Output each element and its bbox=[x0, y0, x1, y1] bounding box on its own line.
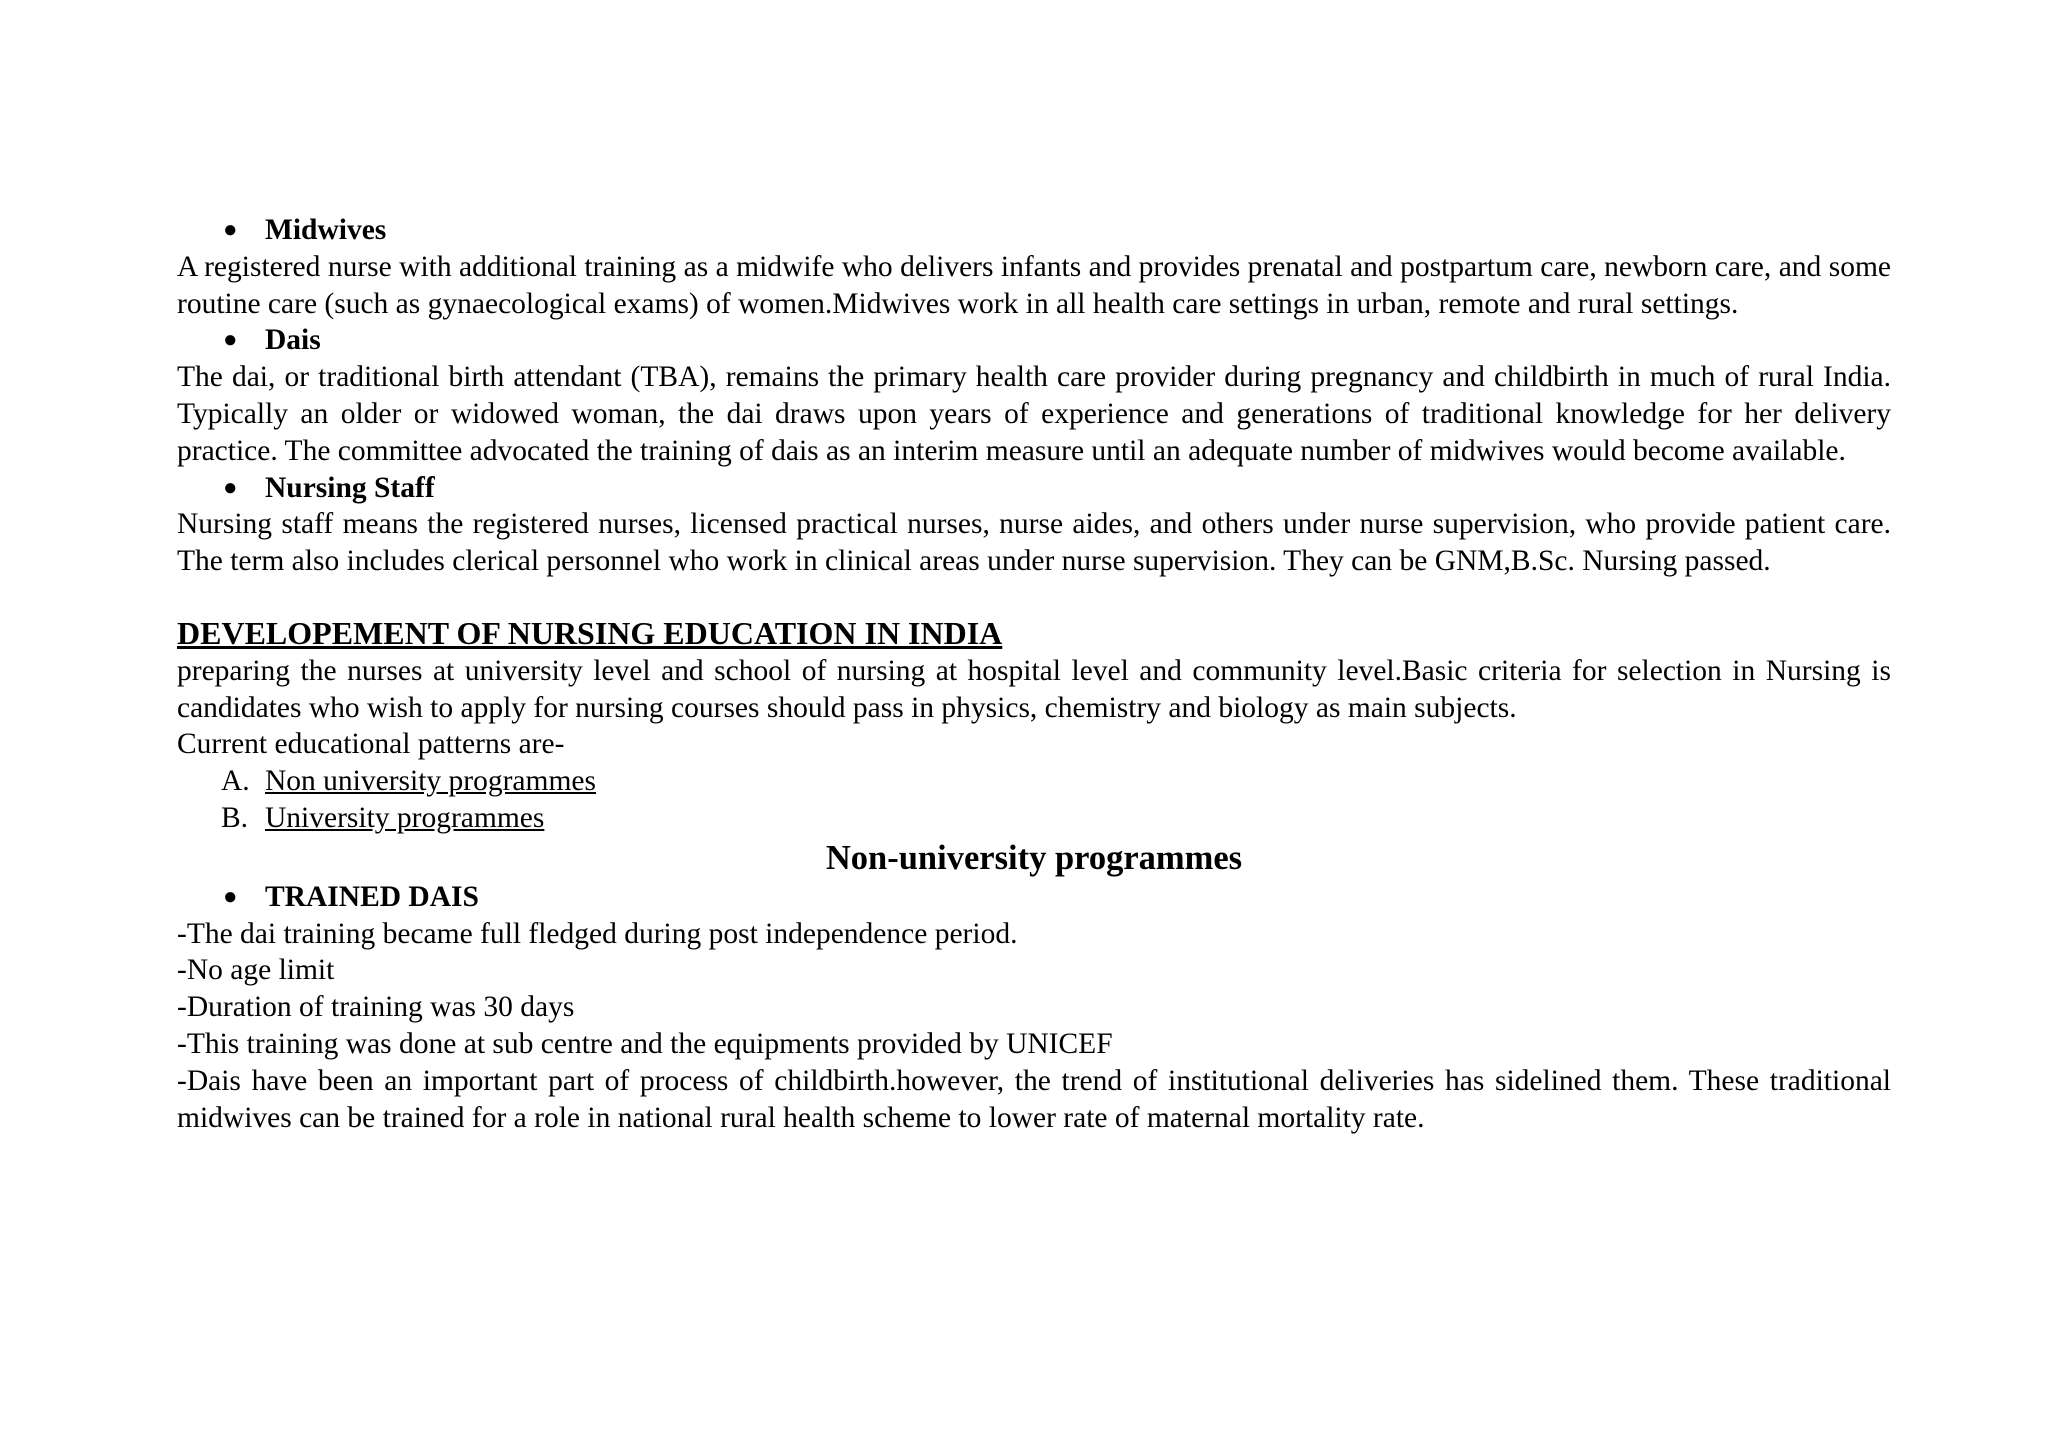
bullet-icon: ● bbox=[223, 327, 238, 354]
pattern-label: Non university programmes bbox=[265, 765, 596, 798]
bullet-icon: ● bbox=[223, 474, 238, 501]
midwives-paragraph: A registered nurse with additional training as a midwife who delivers infants and provides prenatal and postpartum care, newborn care, and some routine care (such as gynaecological exams) of women.Midwives work in all health care settings in urban, remote and rural settings. bbox=[177, 250, 1891, 320]
trained-dais-line: -Duration of training was 30 days bbox=[177, 991, 575, 1024]
bullet-midwives bbox=[177, 212, 1891, 249]
bullet-nursing-staff bbox=[177, 470, 1891, 507]
list-marker: B. bbox=[221, 801, 249, 834]
pattern-item-b bbox=[177, 800, 1891, 837]
nursing-staff-paragraph: Nursing staff means the registered nurses, licensed practical nurses, nurse aides, and others under nurse supervision, who provide patient care. The term also includes clerical personnel who work in clinical areas under nurse supervision. They can be GNM,B.Sc. Nursing passed. bbox=[177, 508, 1891, 578]
document-page bbox=[177, 212, 1891, 1136]
blank-line bbox=[177, 580, 1891, 617]
nursing-staff-title: Nursing Staff bbox=[265, 471, 435, 504]
trained-dais-line: -No age limit bbox=[177, 954, 335, 987]
bullet-icon: ● bbox=[223, 217, 238, 243]
bullet-icon: ● bbox=[223, 883, 238, 910]
patterns-intro: Current educational patterns are- bbox=[177, 728, 565, 761]
pattern-label: University programmes bbox=[265, 801, 545, 834]
midwives-title: Midwives bbox=[265, 214, 387, 246]
bullet-trained-dais bbox=[177, 879, 1891, 916]
dais-title: Dais bbox=[265, 324, 321, 357]
bullet-dais bbox=[177, 322, 1891, 359]
development-paragraph: preparing the nurses at university level and school of nursing at hospital level and community level.Basic criteria for selection in Nursing is candidates who wish to apply for nursing courses should pass in physics, chemistry and biology as main subjects. bbox=[177, 654, 1891, 724]
dais-paragraph: The dai, or traditional birth attendant (TBA), remains the primary health care provider during pregnancy and childbirth in much of rural India. Typically an older or widowed woman, the dai draws upon years of experience and generations of traditional knowledge for her delivery practice. The committee advocated the training of dais as an interim measure until an adequate number of midwives would become available. bbox=[177, 361, 1891, 467]
list-marker: A. bbox=[221, 765, 250, 798]
development-heading: DEVELOPEMENT OF NURSING EDUCATION IN INDIA bbox=[177, 614, 1003, 651]
trained-dais-title: TRAINED DAIS bbox=[265, 880, 479, 913]
non-university-heading: Non-university programmes bbox=[825, 838, 1243, 877]
trained-dais-closing: -Dais have been an important part of process of childbirth.however, the trend of institutional deliveries has sidelined them. These traditional midwives can be trained for a role in national rural health scheme to lower rate of maternal mortality rate. bbox=[177, 1064, 1891, 1134]
trained-dais-line: -This training was done at sub centre and the equipments provided by UNICEF bbox=[177, 1027, 1113, 1060]
trained-dais-line: -The dai training became full fledged during post independence period. bbox=[177, 917, 1018, 950]
pattern-item-a bbox=[177, 763, 1891, 800]
